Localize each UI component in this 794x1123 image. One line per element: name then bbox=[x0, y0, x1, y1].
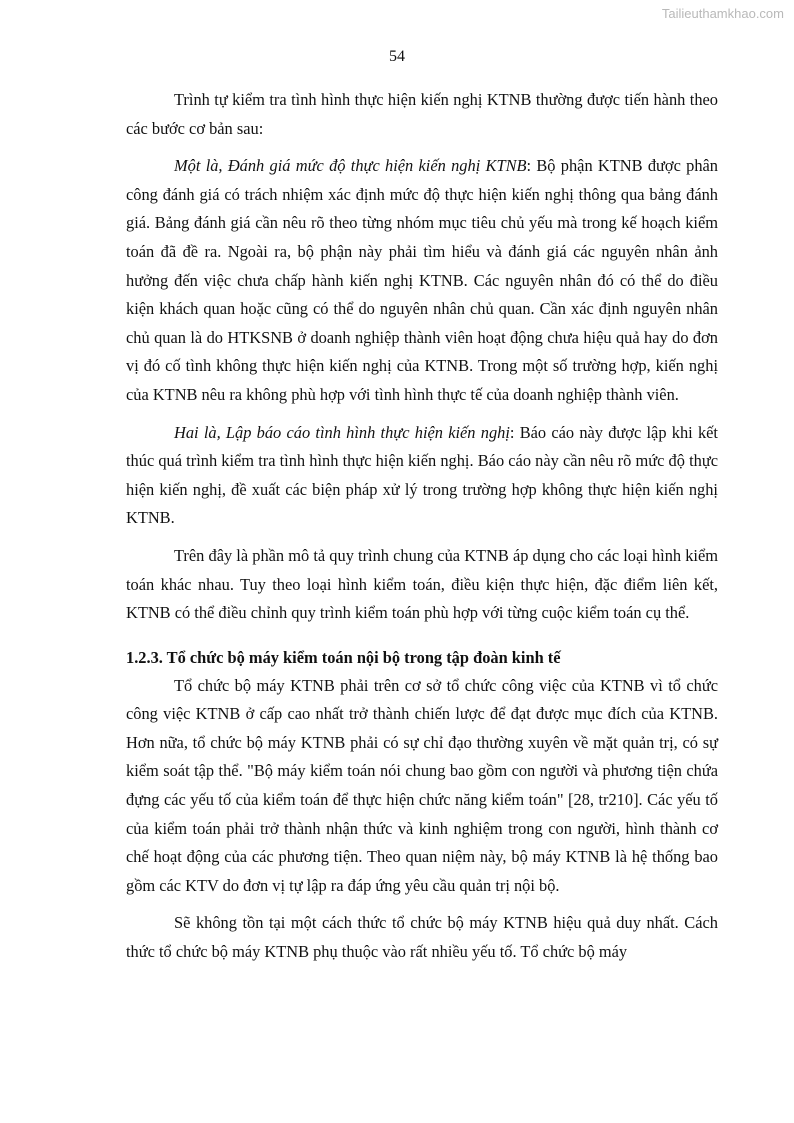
paragraph-5: Tổ chức bộ máy KTNB phải trên cơ sở tổ chức công việc của KTNB vì tổ chức công việc KTNB ở cấp cao nhất trở thành chiến lược để đạt được mục đích của KTNB. Hơn nữa, tổ chức bộ máy KTNB phải có sự chỉ đạo thường xuyên về mặt quản trị, có sự kiểm soát tập thể. "Bộ máy kiểm toán nói chung bao gồm con người và phương tiện chứa đựng các yếu tố của kiểm toán để thực hiện chức năng kiểm toán" [28, tr210]. Các yếu tố của kiểm toán phải trở thành nhận thức và kinh nghiệm trong con người, hình thành cơ chế hoạt động của các phương tiện. Theo quan niệm này, bộ máy KTNB là hệ thống bao gồm các KTV do đơn vị tự lập ra đáp ứng yêu cầu quản trị nội bộ. bbox=[126, 675, 718, 895]
paragraph-3 bbox=[126, 419, 718, 533]
watermark: Tailieuthamkhao.com bbox=[661, 6, 784, 21]
paragraph-2-lead: Một là, Đánh giá mức độ thực hiện kiến nghị KTNB bbox=[174, 156, 527, 176]
paragraph-3-body: : Báo cáo này được lập khi kết thúc quá trình kiểm tra tình hình thực hiện kiến nghị. Báo cáo này cần nêu rõ mức độ thực hiện kiến nghị, đề xuất các biện pháp xử lý trong trường hợp không thực hiện kiến nghị KTNB. bbox=[126, 422, 718, 528]
paragraph-6: Sẽ không tồn tại một cách thức tổ chức bộ máy KTNB hiệu quả duy nhất. Cách thức tổ chức bộ máy KTNB phụ thuộc vào rất nhiều yếu tố. Tổ chức bộ máy bbox=[126, 913, 718, 962]
paragraph-3-lead: Hai là, Lập báo cáo tình hình thực hiện kiến nghị bbox=[174, 422, 510, 442]
paragraph-2 bbox=[126, 152, 718, 409]
paragraph-2-body: : Bộ phận KTNB được phân công đánh giá có trách nhiệm xác định mức độ thực hiện kiến nghị thông qua bảng đánh giá. Bảng đánh giá cần nêu rõ theo từng nhóm mục tiêu chủ yếu mà trong kế hoạch kiểm toán đã đề ra. Ngoài ra, bộ phận này phải tìm hiểu và đánh giá các nguyên nhân ảnh hưởng đến việc chưa chấp hành kiến nghị KTNB. Các nguyên nhân đó có thể do điều kiện khách quan hoặc cũng có thể do nguyên nhân chủ quan. Cần xác định nguyên nhân chủ quan là do HTKSNB ở doanh nghiệp thành viên hoạt động chưa hiệu quả hay do đơn vị đó cố tình không thực hiện kiến nghị của KTNB. Trong một số trường hợp, kiến nghị của KTNB nêu ra không phù hợp với tình hình thực tế của doanh nghiệp thành viên. bbox=[126, 156, 718, 404]
page-number: 54 bbox=[389, 48, 405, 65]
paragraph-1: Trình tự kiểm tra tình hình thực hiện kiến nghị KTNB thường được tiến hành theo các bước cơ bản sau: bbox=[126, 90, 718, 138]
document-body bbox=[126, 86, 718, 976]
section-heading: 1.2.3. Tổ chức bộ máy kiểm toán nội bộ trong tập đoàn kinh tế bbox=[126, 647, 561, 667]
paragraph-4: Trên đây là phần mô tả quy trình chung của KTNB áp dụng cho các loại hình kiểm toán khác nhau. Tuy theo loại hình kiểm toán, điều kiện thực hiện, đặc điểm liên kết, KTNB có thể điều chỉnh quy trình kiểm toán phù hợp với từng cuộc kiểm toán cụ thể. bbox=[126, 545, 718, 623]
